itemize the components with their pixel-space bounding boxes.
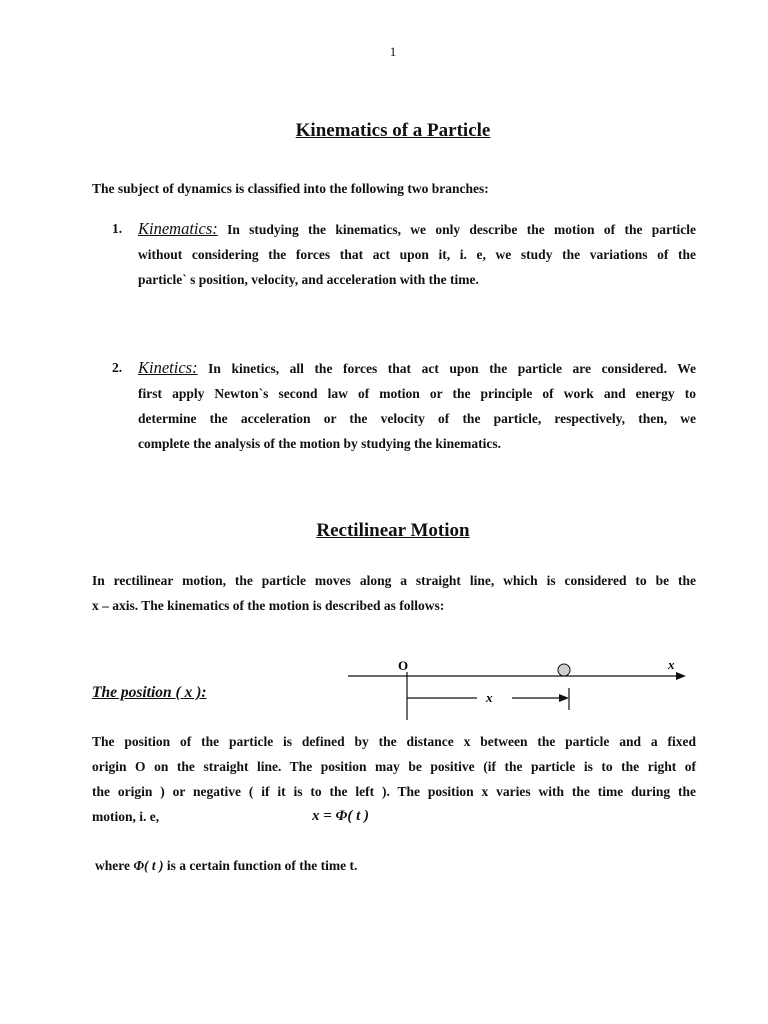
text-line: particle` s position, velocity, and acceleration with the time. — [138, 272, 479, 287]
text-line: without considering the forces that act upon it, i. e, we study the variations of the — [138, 247, 696, 262]
position-diagram — [340, 652, 700, 727]
distance-arrowhead — [559, 694, 569, 702]
list-item-number: 2. — [112, 360, 123, 375]
text-line: In rectilinear motion, the particle moves along a straight line, which is considered to be the — [92, 573, 696, 588]
position-heading: The position ( x ): — [92, 684, 207, 701]
text-line: the origin ) or negative ( if it is to the left ). The position x varies with the time during the — [92, 784, 696, 799]
text-line: x – axis. The kinematics of the motion is described as follows: — [92, 598, 445, 613]
text-line: In studying the kinematics, we only describe the motion of the particle — [227, 222, 697, 237]
rectilinear-paragraph — [92, 568, 696, 618]
page-number: 1 — [389, 44, 397, 59]
distance-label: x — [486, 690, 493, 705]
where-prefix: where — [95, 858, 130, 873]
axis-label: x — [668, 657, 675, 672]
list-item-number: 1. — [112, 221, 123, 236]
text-line: complete the analysis of the motion by studying the kinematics. — [138, 436, 502, 451]
text-line: origin O on the straight line. The position may be positive (if the particle is to the right of — [92, 759, 696, 774]
term-kinematics: Kinematics: — [138, 219, 218, 238]
position-paragraph — [92, 729, 696, 829]
origin-label: O — [398, 658, 409, 673]
list-item-kinematics — [112, 216, 696, 292]
particle-marker — [558, 664, 570, 676]
text-line: The position of the particle is defined by the distance x between the particle and a fixed — [92, 734, 696, 749]
x-axis-arrowhead — [676, 672, 686, 680]
where-suffix: is a certain function of the time t. — [166, 858, 358, 873]
where-line — [95, 853, 357, 878]
section-title: Rectilinear Motion — [316, 520, 470, 541]
text-line: In kinetics, all the forces that act upon the particle are considered. We — [208, 361, 696, 376]
page-title: Kinematics of a Particle — [295, 120, 491, 141]
list-item-kinetics — [112, 355, 696, 456]
text-line: determine the acceleration or the velocity of the particle, respectively, then, we — [138, 411, 696, 426]
text-line: motion, i. e, — [92, 809, 160, 824]
where-phi: Φ( t ) — [133, 858, 164, 873]
text-line: first apply Newton`s second law of motion or the principle of work and energy to — [138, 386, 696, 401]
intro-text: The subject of dynamics is classified into the following two branches: — [92, 181, 489, 196]
term-kinetics: Kinetics: — [138, 358, 198, 377]
position-equation: x = Φ( t ) — [312, 808, 370, 824]
